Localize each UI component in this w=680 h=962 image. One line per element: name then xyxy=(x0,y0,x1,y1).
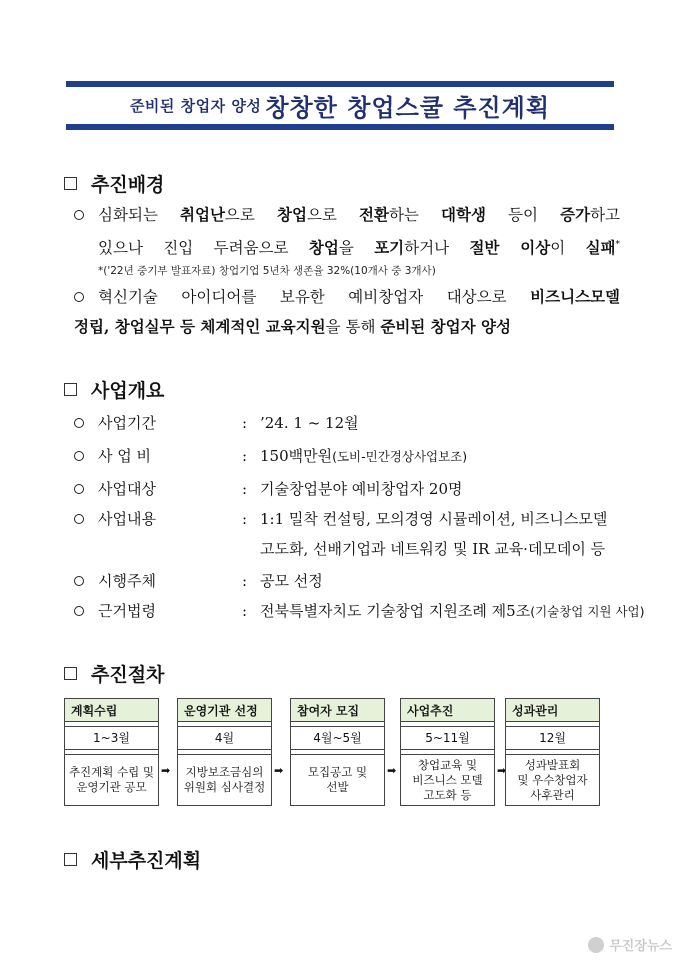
step-month: 4월~5월 xyxy=(291,726,384,750)
square-bullet-icon xyxy=(64,383,77,396)
watermark-logo-icon xyxy=(588,937,604,953)
arrow-right-icon: ➡ xyxy=(161,764,171,777)
step-desc: 창업교육 및 비즈니스 모델 고도화 등 xyxy=(401,754,494,805)
circle-bullet-icon xyxy=(74,418,84,428)
overview-row-budget: 사 업 비 : 150백만원(도비-민간경상사업보조) xyxy=(74,443,624,469)
background-bullet-1 xyxy=(74,200,620,263)
bullet-2-line-2: 정립, 창업실무 등 체계적인 교육지원을 통해 준비된 창업자 양성 xyxy=(74,317,511,336)
step-head: 사업추진 xyxy=(401,699,494,722)
step-desc: 추진계획 수립 및 운영기관 공모 xyxy=(65,754,158,805)
section-heading-detail: 세부추진계획 xyxy=(64,846,201,873)
circle-bullet-icon xyxy=(74,606,84,616)
circle-bullet-icon xyxy=(74,210,84,220)
bullet-1-line-2: 있으나 진입 두려움으로 창업을 포기하거나 절반 이상이 실패* xyxy=(98,238,621,258)
step-head: 참여자 모집 xyxy=(291,699,384,722)
process-step-4 xyxy=(400,698,495,806)
process-step-1 xyxy=(64,698,159,806)
title-small: 준비된 창업자 양성 xyxy=(129,97,262,115)
arrow-right-icon: ➡ xyxy=(387,764,397,777)
arrow-right-icon: ➡ xyxy=(497,764,507,777)
step-month: 12월 xyxy=(506,726,599,750)
bullet-2-line-1: 혁신기술 아이디어를 보유한 예비창업자 대상으로 비즈니스모델 xyxy=(98,287,620,306)
square-bullet-icon xyxy=(64,177,77,190)
watermark: 무진장뉴스 xyxy=(588,935,672,954)
step-month: 1~3월 xyxy=(65,726,158,750)
circle-bullet-icon xyxy=(74,576,84,586)
circle-bullet-icon xyxy=(74,484,84,494)
step-desc: 모집공고 및 선발 xyxy=(291,754,384,805)
document-title xyxy=(66,87,614,124)
step-desc: 지방보조금심의 위원회 심사결정 xyxy=(178,754,271,805)
overview-row-legal: 근거법령 : 전북특별자치도 기술창업 지원조례 제5조(기술창업 지원 사업) xyxy=(74,598,624,624)
overview-row-target: 사업대상 : 기술창업분야 예비창업자 20명 xyxy=(74,476,624,502)
title-bar-bottom xyxy=(66,124,614,130)
overview-row-content: 사업내용 : 1:1 밀착 컨설팅, 모의경영 시뮬레이션, 비즈니스모델 xyxy=(74,506,624,532)
process-step-3 xyxy=(290,698,385,806)
section-heading-background: 추진배경 xyxy=(64,170,164,197)
step-head: 운영기관 선정 xyxy=(178,699,271,722)
step-desc: 성과발표회 및 우수창업자 사후관리 xyxy=(506,754,599,805)
background-bullet-2 xyxy=(74,282,620,342)
overview-row-period: 사업기간 : ’24. 1 ~ 12월 xyxy=(74,410,624,436)
overview-row-operator: 시행주체 : 공모 선정 xyxy=(74,568,624,594)
circle-bullet-icon xyxy=(74,451,84,461)
title-big: 창창한 창업스쿨 추진계획 xyxy=(265,94,551,122)
background-footnote: *('22년 중기부 발표자료) 창업기업 5년차 생존율 32%(10개사 중 3개사) xyxy=(98,265,436,277)
section-heading-overview: 사업개요 xyxy=(64,376,164,403)
circle-bullet-icon xyxy=(74,292,84,302)
square-bullet-icon xyxy=(64,853,77,866)
step-month: 5~11월 xyxy=(401,726,494,750)
process-step-5 xyxy=(505,698,600,806)
step-head: 성과관리 xyxy=(506,699,599,722)
process-step-2 xyxy=(177,698,272,806)
overview-row-content-cont: 고도화, 선배기업과 네트워킹 및 IR 교육·데모데이 등 xyxy=(260,540,606,558)
step-month: 4월 xyxy=(178,726,271,750)
section-heading-procedure: 추진절차 xyxy=(64,660,164,687)
bullet-1-line-1: 심화되는 취업난으로 창업으로 전환하는 대학생 등이 증가하고 xyxy=(98,205,621,224)
square-bullet-icon xyxy=(64,667,77,680)
arrow-right-icon: ➡ xyxy=(274,764,284,777)
step-head: 계획수립 xyxy=(65,699,158,722)
circle-bullet-icon xyxy=(74,514,84,524)
